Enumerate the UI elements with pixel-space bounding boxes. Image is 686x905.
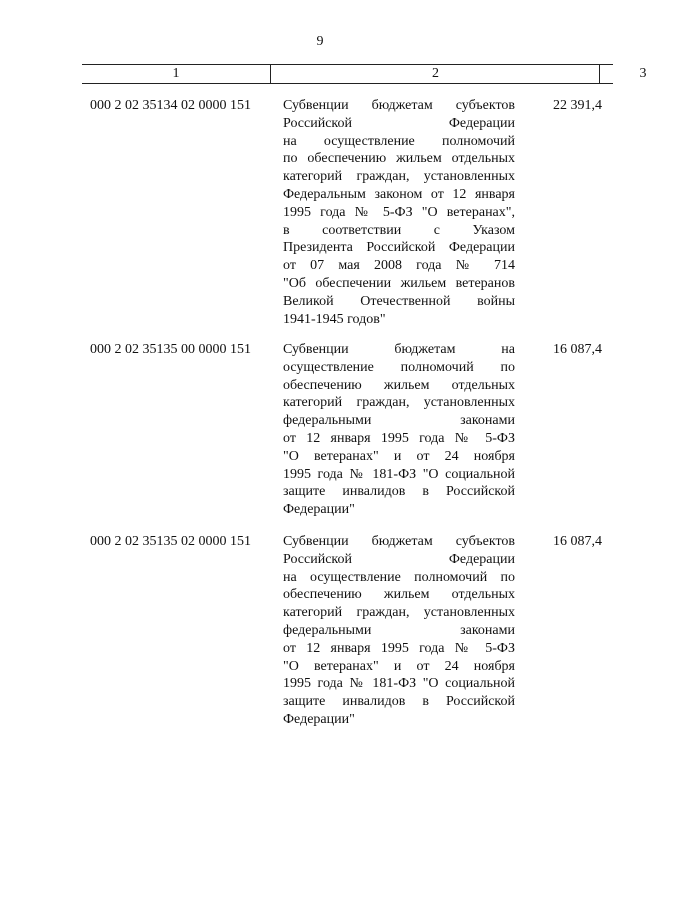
description-line: Российской Федерации <box>283 551 515 567</box>
description-line: Федеральным законом от 12 января <box>283 186 515 202</box>
description-line: категорий граждан, установленных <box>283 395 515 411</box>
description-line: обеспечению жильем отдельных <box>283 587 515 603</box>
description-line: на осуществление полномочий <box>283 133 515 149</box>
description-line: Субвенции бюджетам субъектов <box>283 534 515 549</box>
description-line: Великой Отечественной войны <box>283 293 515 309</box>
description-line: "О ветеранах" и от 24 ноября <box>283 448 515 464</box>
budget-code: 000 2 02 35135 02 0000 151 <box>90 534 251 549</box>
page-number: 9 <box>316 34 324 49</box>
description-line: 1941-1945 годов" <box>283 311 386 327</box>
budget-code: 000 2 02 35135 00 0000 151 <box>90 342 251 357</box>
description-line: "О ветеранах" и от 24 ноября <box>283 658 515 674</box>
description-line: "Об обеспечении жильем ветеранов <box>283 275 515 291</box>
description-line: от 12 января 1995 года № 5-ФЗ <box>283 430 515 446</box>
amount: 16 087,4 <box>553 534 602 549</box>
description-line: защите инвалидов в Российской <box>283 484 515 500</box>
budget-code: 000 2 02 35134 02 0000 151 <box>90 98 251 113</box>
row-description <box>283 97 515 328</box>
table-header-col-3: 3 <box>599 65 686 83</box>
description-line: Российской Федерации <box>283 115 515 131</box>
amount: 16 087,4 <box>553 342 602 357</box>
table-header-col-2: 2 <box>270 65 600 83</box>
row-description <box>283 341 515 519</box>
amount: 22 391,4 <box>553 98 602 113</box>
description-line: от 12 января 1995 года № 5-ФЗ <box>283 640 515 656</box>
description-line: категорий граждан, установленных <box>283 169 515 185</box>
description-line: 1995 года № 5-ФЗ "О ветеранах", <box>283 204 515 220</box>
row-description <box>283 533 515 729</box>
description-line: 1995 года № 181-ФЗ "О социальной <box>283 676 515 692</box>
description-line: Президента Российской Федерации <box>283 240 515 256</box>
description-line: защите инвалидов в Российской <box>283 694 515 710</box>
description-line: в соответствии с Указом <box>283 222 515 238</box>
description-line: Федерации" <box>283 502 355 518</box>
description-line: от 07 мая 2008 года № 714 <box>283 258 515 274</box>
description-line: по обеспечению жильем отдельных <box>283 151 515 167</box>
description-line: Субвенции бюджетам на <box>283 342 515 357</box>
description-line: федеральными законами <box>283 622 515 638</box>
description-line: федеральными законами <box>283 413 515 429</box>
description-line: осуществление полномочий по <box>283 359 515 375</box>
table-header-row <box>82 64 647 84</box>
description-line: 1995 года № 181-ФЗ "О социальной <box>283 466 515 482</box>
description-line: на осуществление полномочий по <box>283 569 515 585</box>
description-line: категорий граждан, установленных <box>283 605 515 621</box>
table-header-col-1: 1 <box>172 66 180 81</box>
description-line: обеспечению жильем отдельных <box>283 377 515 393</box>
description-line: Федерации" <box>283 711 355 727</box>
description-line: Субвенции бюджетам субъектов <box>283 98 515 113</box>
